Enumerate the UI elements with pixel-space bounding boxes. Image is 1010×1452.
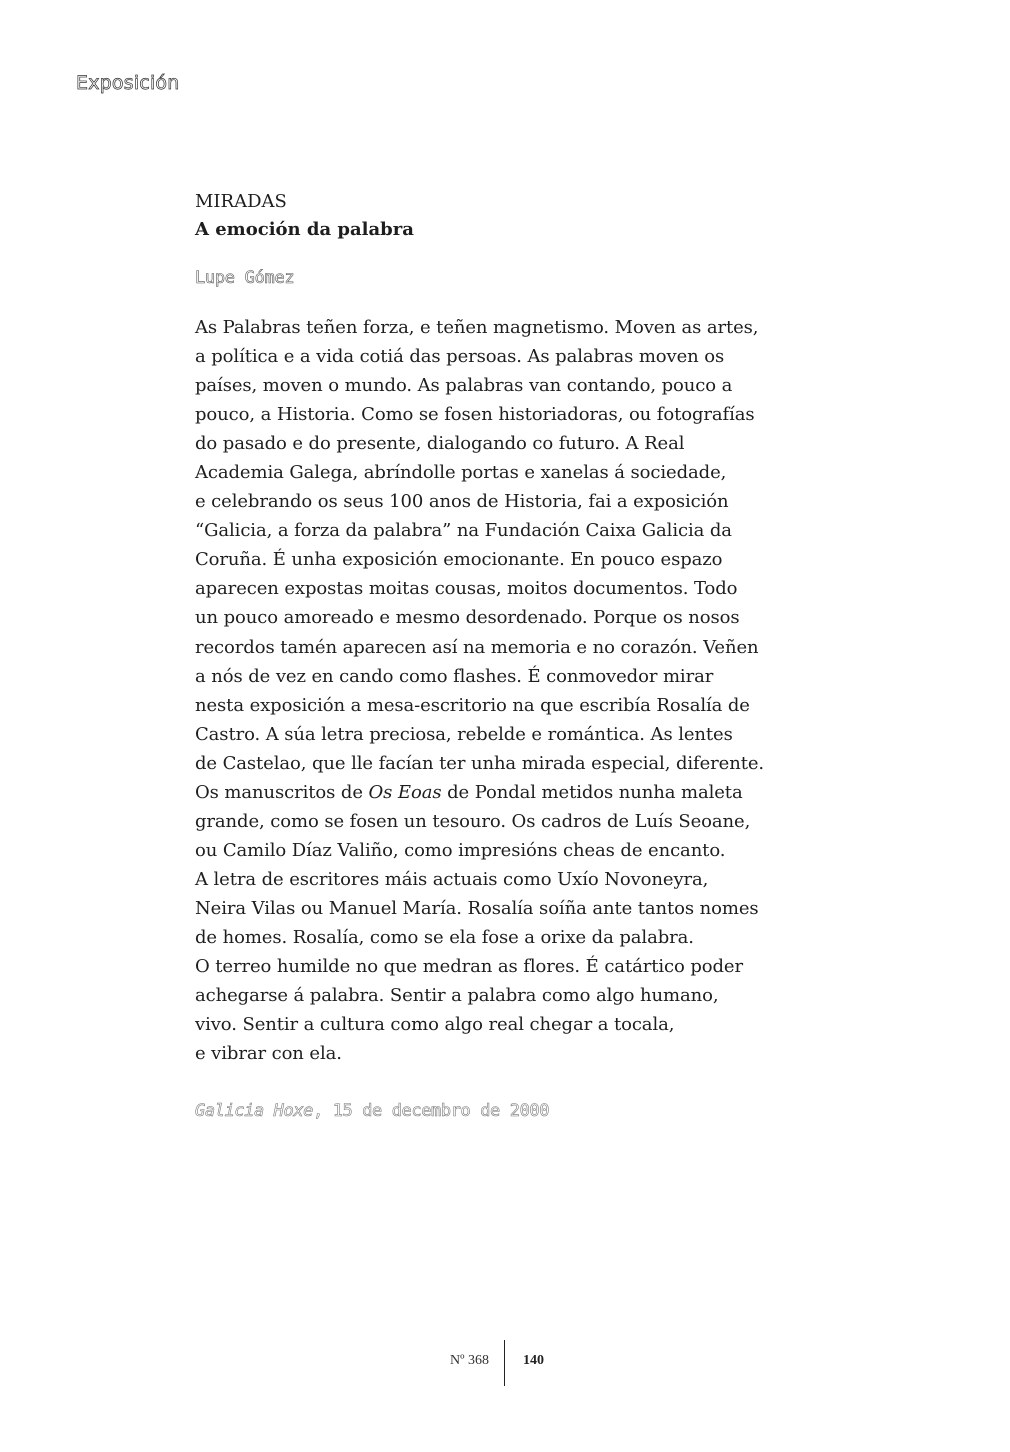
body-line: achegarse á palabra. Sentir a palabra como algo humano, (195, 985, 719, 1007)
body-line: a política e a vida cotiá das persoas. As palabras moven os (195, 346, 725, 368)
body-line: do pasado e do presente, dialogando co futuro. A Real (195, 433, 685, 455)
body-line: a nós de vez en cando como flashes. É conmovedor mirar (195, 665, 714, 687)
body-line: un pouco amoreado e mesmo desordenado. Porque os nosos (195, 607, 740, 629)
article-author: Lupe Gómez (195, 268, 295, 288)
body-line: “Galicia, a forza da palabra” na Fundación Caixa Galicia da (195, 520, 732, 542)
source-publication: Galicia Hoxe (195, 1101, 314, 1122)
body-line: A letra de escritores máis actuais como Uxío Novoneyra, (195, 868, 709, 890)
body-line: O terreo humilde no que medran as flores. É catártico poder (195, 956, 743, 978)
body-line-os-eoas (195, 778, 845, 807)
body-text-segment: Os manuscritos de (195, 781, 369, 803)
body-line: ou Camilo Díaz Valiño, como impresións cheas de encanto. (195, 839, 726, 861)
body-line: Neira Vilas ou Manuel María. Rosalía soíña ante tantos nomes (195, 897, 759, 919)
body-text-segment: de Pondal metidos nunha maleta (441, 781, 743, 803)
work-title-italic: Os Eoas (368, 781, 442, 803)
body-line: Castro. A súa letra preciosa, rebelde e romántica. As lentes (195, 723, 733, 745)
source-date: , 15 de decembro de 2000 (313, 1101, 550, 1122)
article (195, 189, 845, 1124)
body-line: Coruña. É unha exposición emocionante. En pouco espazo (195, 549, 723, 571)
body-line: de Castelao, que lle facían ter unha mirada especial, diferente. (195, 752, 765, 774)
section-label: Exposición (76, 72, 180, 94)
body-line: e vibrar con ela. (195, 1043, 342, 1065)
body-line: aparecen expostas moitas cousas, moitos documentos. Todo (195, 578, 738, 600)
article-body (195, 313, 845, 1068)
issue-number: Nº 368 (450, 1353, 489, 1368)
body-line: grande, como se fosen un tesouro. Os cadros de Luís Seoane, (195, 810, 751, 832)
body-line: vivo. Sentir a cultura como algo real chegar a tocala, (195, 1014, 675, 1036)
article-kicker: MIRADAS (195, 191, 287, 212)
article-title: A emoción da palabra (195, 219, 414, 240)
body-line: recordos tamén aparecen así na memoria e no corazón. Veñen (195, 636, 759, 658)
body-line: Academia Galega, abríndolle portas e xanelas á sociedade, (195, 462, 727, 484)
body-line: de homes. Rosalía, como se ela fose a orixe da palabra. (195, 926, 694, 948)
article-source (195, 1098, 845, 1124)
body-line: pouco, a Historia. Como se fosen historiadoras, ou fotografías (195, 404, 755, 426)
page-footer (0, 1340, 1010, 1388)
body-line: As Palabras teñen forza, e teñen magnetismo. Moven as artes, (195, 317, 759, 338)
body-line: países, moven o mundo. As palabras van contando, pouco a (195, 375, 733, 397)
body-line: e celebrando os seus 100 anos de Historia, fai a exposición (195, 491, 729, 513)
footer-divider (504, 1340, 505, 1386)
page-number: 140 (523, 1353, 544, 1368)
body-line: nesta exposición a mesa-escritorio na que escribía Rosalía de (195, 694, 750, 716)
